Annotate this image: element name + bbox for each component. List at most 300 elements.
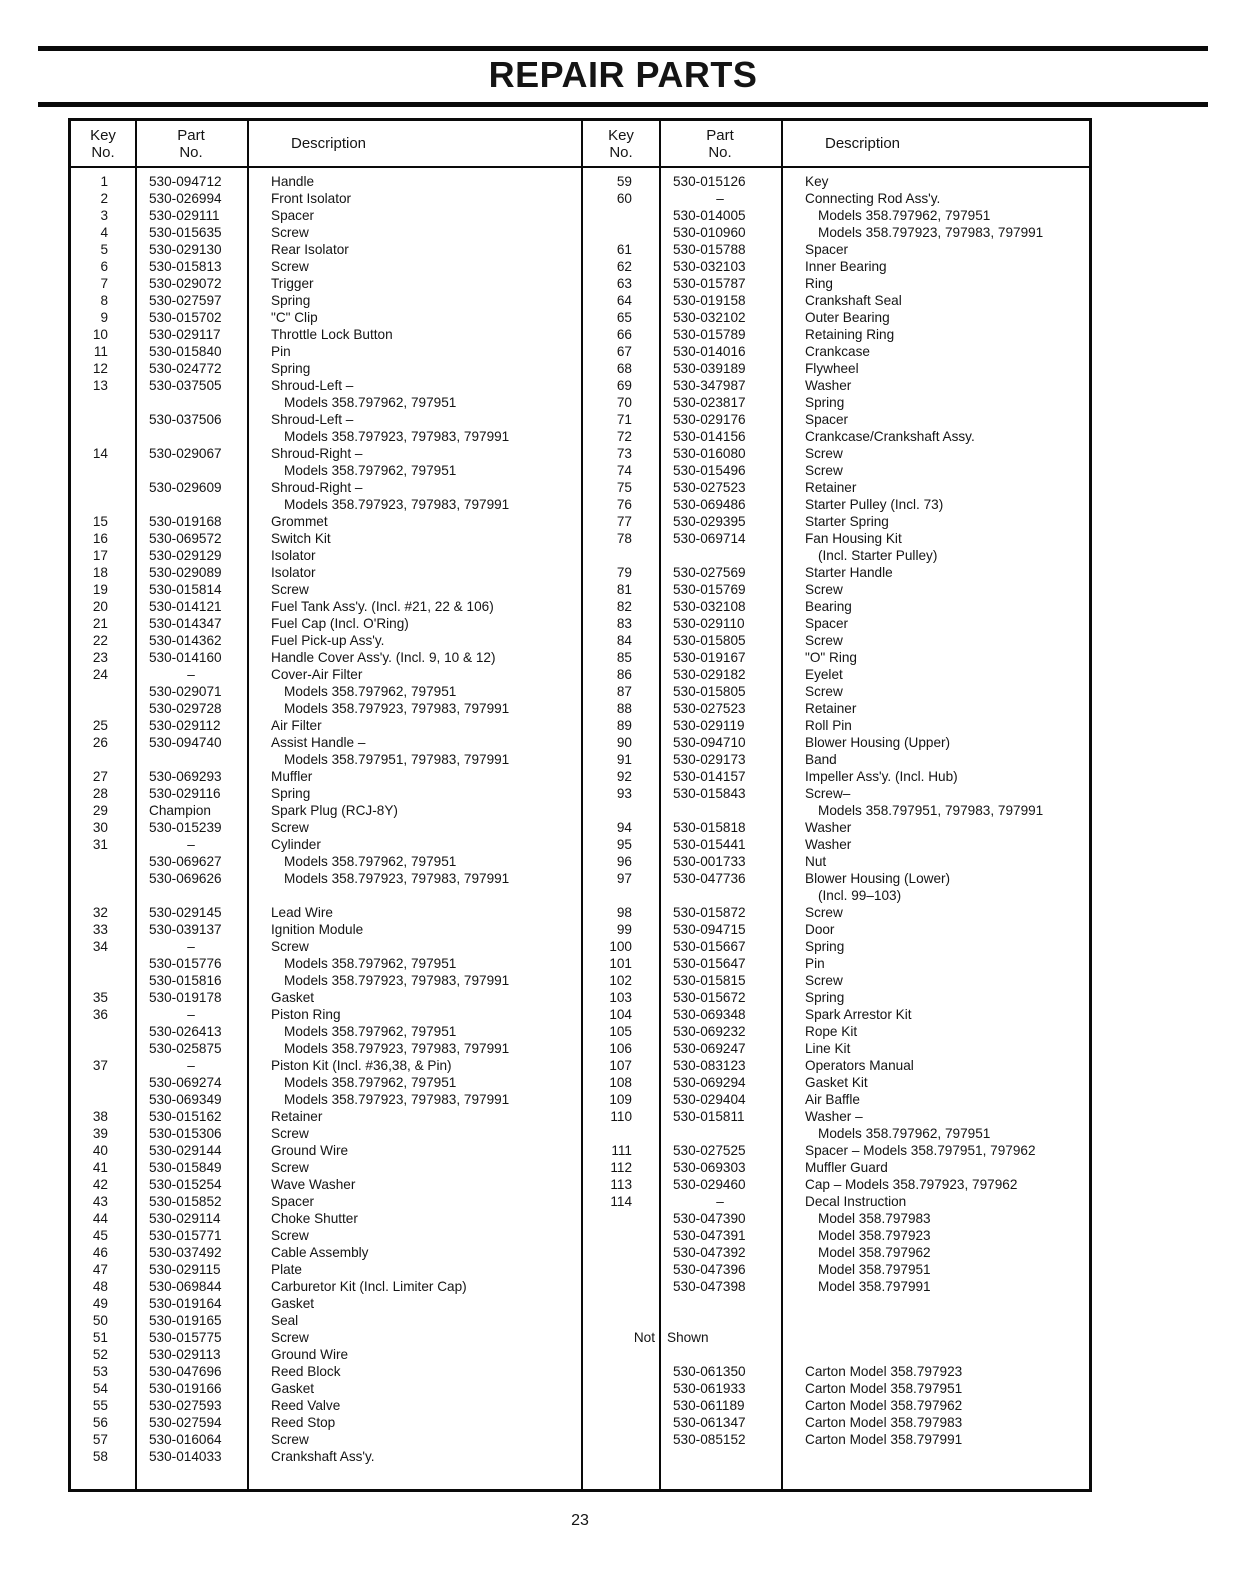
key-no-cell: 6	[100, 259, 108, 274]
key-no-cell: 113	[610, 1177, 632, 1192]
part-no-cell	[135, 394, 247, 411]
part-no-cell: 530-061933	[673, 1381, 746, 1396]
table-row	[71, 1363, 581, 1380]
key-no-cell	[71, 411, 135, 428]
key-no-cell: 99	[616, 922, 632, 937]
part-no-cell: 530-015667	[673, 939, 746, 954]
part-no-cell: 530-014160	[149, 650, 222, 665]
part-no-cell: 530-069348	[673, 1007, 746, 1022]
key-no-cell: 57	[92, 1432, 108, 1447]
part-no-cell: 530-019168	[149, 514, 222, 529]
description-cell: Screw	[271, 1228, 309, 1243]
key-no-cell: 12	[92, 361, 108, 376]
table-row	[71, 513, 581, 530]
key-no-cell: 25	[92, 718, 108, 733]
description-cell: Flywheel	[805, 361, 859, 376]
description-cell: Assist Handle –	[271, 735, 366, 750]
part-no-cell: 530-069627	[149, 854, 222, 869]
key-no-cell: 11	[93, 344, 108, 359]
part-no-cell: 530-029460	[673, 1177, 746, 1192]
key-no-cell: 83	[616, 616, 632, 631]
description-cell: Washer –	[805, 1109, 863, 1124]
part-no-cell: 530-069303	[673, 1160, 746, 1175]
part-no-cell: 530-015306	[149, 1126, 222, 1141]
description-cell: Spacer	[805, 242, 849, 257]
part-no-cell	[659, 887, 781, 904]
description-cell: Screw	[271, 225, 309, 240]
description-cell: Fuel Tank Ass'y. (Incl. #21, 22 & 106)	[271, 599, 494, 614]
table-row	[71, 275, 581, 292]
description-cell: Screw	[805, 973, 843, 988]
part-no-cell: 530-014156	[673, 429, 746, 444]
table-row	[71, 1278, 581, 1295]
description-cell: Models 358.797951, 797983, 797991	[818, 803, 1044, 818]
table-row	[71, 666, 581, 683]
spacer-row	[71, 887, 581, 904]
description-cell: Models 358.797962, 797951	[284, 1024, 457, 1039]
part-no-cell: 530-015702	[149, 310, 222, 325]
part-no-cell: 530-029609	[149, 480, 222, 495]
key-no-cell: 1	[100, 174, 108, 189]
description-cell: Eyelet	[805, 667, 843, 682]
key-no-cell: 53	[92, 1364, 108, 1379]
key-no-cell	[583, 802, 659, 819]
part-no-cell: 530-029072	[149, 276, 222, 291]
key-no-cell: 77	[616, 514, 632, 529]
parts-table-left-half	[71, 121, 583, 1489]
description-cell: Screw–	[805, 786, 851, 801]
key-no-cell: 75	[616, 480, 632, 495]
description-cell	[781, 1329, 1089, 1346]
key-no-cell: 54	[92, 1381, 108, 1396]
key-no-cell: 81	[616, 582, 632, 597]
key-no-cell: Not	[633, 1330, 655, 1345]
key-no-cell: 61	[616, 242, 632, 257]
description-cell: Blower Housing (Lower)	[805, 871, 951, 886]
description-cell: Crankcase	[805, 344, 870, 359]
table-row	[71, 1193, 581, 1210]
description-cell: Spacer	[805, 616, 849, 631]
description-cell: Nut	[805, 854, 827, 869]
part-no-cell: 530-029089	[149, 565, 222, 580]
description-cell: Carton Model 358.797983	[805, 1415, 963, 1430]
key-no-cell	[583, 1397, 659, 1414]
part-no-cell: 530-069294	[673, 1075, 746, 1090]
part-no-cell: 530-015775	[149, 1330, 222, 1345]
description-cell: Switch Kit	[271, 531, 331, 546]
description-cell: Handle	[271, 174, 315, 189]
description-cell: Door	[805, 922, 835, 937]
key-no-cell: 85	[616, 650, 632, 665]
key-no-cell: 48	[92, 1279, 108, 1294]
part-no-cell: 530-047392	[673, 1245, 746, 1260]
part-no-cell: 530-015805	[673, 684, 746, 699]
table-row	[71, 1057, 581, 1074]
description-cell: Rope Kit	[805, 1024, 858, 1039]
table-row	[71, 462, 581, 479]
part-no-cell: 530-069247	[673, 1041, 746, 1056]
table-body-left	[71, 168, 581, 1465]
part-no-cell: Shown	[667, 1330, 709, 1345]
table-row	[71, 1108, 581, 1125]
description-cell: Ground Wire	[271, 1347, 349, 1362]
table-row	[71, 921, 581, 938]
description-cell: Reed Valve	[271, 1398, 341, 1413]
key-no-cell: 64	[616, 293, 632, 308]
description-cell: Isolator	[271, 565, 316, 580]
part-no-cell	[135, 462, 247, 479]
key-no-cell: 90	[616, 735, 632, 750]
key-no-cell: 24	[92, 667, 108, 682]
key-no-cell: 103	[609, 990, 632, 1005]
key-no-cell: 74	[616, 463, 632, 478]
description-cell	[781, 1346, 1089, 1363]
description-cell: Gasket	[271, 1296, 315, 1311]
part-no-cell: 530-019158	[673, 293, 746, 308]
description-cell: Models 358.797923, 797983, 797991	[284, 1092, 510, 1107]
part-no-cell: 530-014033	[149, 1449, 222, 1464]
key-no-cell	[583, 1346, 659, 1363]
description-cell: Ignition Module	[271, 922, 364, 937]
description-cell: Models 358.797951, 797983, 797991	[284, 752, 510, 767]
key-no-cell	[71, 853, 135, 870]
key-no-cell: 41	[92, 1160, 108, 1175]
description-cell: Gasket	[271, 1381, 315, 1396]
key-no-cell: 84	[616, 633, 632, 648]
key-no-cell: 55	[92, 1398, 108, 1413]
part-no-cell: 530-027523	[673, 480, 746, 495]
key-no-cell: 45	[92, 1228, 108, 1243]
key-no-cell: 10	[92, 327, 108, 342]
description-cell: Models 358.797962, 797951	[284, 854, 457, 869]
key-no-cell	[583, 1380, 659, 1397]
part-no-cell: 530-039137	[149, 922, 222, 937]
description-cell: Spring	[271, 786, 311, 801]
description-cell: Model 358.797991	[818, 1279, 931, 1294]
table-row	[71, 377, 581, 394]
description-cell: Models 358.797962, 797951	[284, 1075, 457, 1090]
description-cell: Carton Model 358.797951	[805, 1381, 963, 1396]
part-no-cell: 530-061347	[673, 1415, 746, 1430]
part-header-line1: Part	[177, 126, 205, 144]
part-no-cell: 530-015872	[673, 905, 746, 920]
description-cell: Models 358.797962, 797951	[284, 684, 457, 699]
key-no-cell: 49	[92, 1296, 108, 1311]
description-cell: Model 358.797983	[818, 1211, 931, 1226]
key-no-cell: 76	[616, 497, 632, 512]
part-no-cell: 530-019164	[149, 1296, 222, 1311]
part-no-cell: 530-015818	[673, 820, 746, 835]
part-no-cell: 530-047391	[673, 1228, 746, 1243]
part-no-cell: 530-029145	[149, 905, 222, 920]
key-no-cell: 30	[92, 820, 108, 835]
key-no-cell	[583, 1363, 659, 1380]
description-cell: Lead Wire	[271, 905, 333, 920]
description-cell: (Incl. Starter Pulley)	[818, 548, 938, 563]
key-no-cell: 43	[92, 1194, 108, 1209]
key-no-cell: 21	[92, 616, 108, 631]
key-no-cell	[71, 496, 135, 513]
part-no-cell: 530-014121	[149, 599, 222, 614]
table-row	[71, 1261, 581, 1278]
key-no-cell: 26	[92, 735, 108, 750]
key-no-cell: 38	[92, 1109, 108, 1124]
description-cell: Retainer	[805, 480, 857, 495]
part-no-header	[659, 127, 781, 161]
part-no-cell: 530-029182	[673, 667, 746, 682]
key-no-cell: 104	[609, 1007, 632, 1022]
key-no-cell: 33	[92, 922, 108, 937]
key-no-cell	[71, 700, 135, 717]
description-cell: Ground Wire	[271, 1143, 349, 1158]
key-no-cell: 91	[616, 752, 632, 767]
description-cell: Air Filter	[271, 718, 322, 733]
table-row	[71, 564, 581, 581]
description-cell: Impeller Ass'y. (Incl. Hub)	[805, 769, 958, 784]
table-row	[71, 547, 581, 564]
description-cell	[247, 887, 581, 904]
part-no-cell: 530-029176	[673, 412, 746, 427]
part-no-cell: 530-029067	[149, 446, 222, 461]
key-no-cell: 34	[92, 939, 108, 954]
part-no-cell: 530-029117	[149, 327, 221, 342]
key-no-cell: 106	[609, 1041, 632, 1056]
part-no-cell: 530-015771	[149, 1228, 222, 1243]
description-cell: Cover-Air Filter	[271, 667, 363, 682]
part-no-cell	[135, 751, 247, 768]
part-no-cell: 530-083123	[673, 1058, 746, 1073]
part-no-cell: 530-029110	[673, 616, 745, 631]
key-no-cell	[583, 207, 659, 224]
key-header-line1: Key	[90, 126, 116, 144]
part-no-cell: 530-029113	[149, 1347, 221, 1362]
description-cell: Screw	[805, 905, 843, 920]
key-no-cell	[71, 1023, 135, 1040]
part-no-cell: 530-019167	[673, 650, 746, 665]
key-no-cell: 87	[616, 684, 632, 699]
part-no-cell: 530-027525	[673, 1143, 746, 1158]
description-cell: Reed Stop	[271, 1415, 336, 1430]
key-no-cell: 100	[609, 939, 632, 954]
table-row	[71, 224, 581, 241]
key-no-cell: 36	[92, 1007, 108, 1022]
part-no-cell: 530-069714	[673, 531, 746, 546]
key-no-cell: 98	[616, 905, 632, 920]
description-cell: Shroud-Right –	[271, 480, 363, 495]
key-no-cell: 29	[92, 803, 108, 818]
key-no-cell: 35	[92, 990, 108, 1005]
description-cell: Models 358.797923, 797983, 797991	[284, 973, 510, 988]
description-cell: Seal	[271, 1313, 299, 1328]
part-no-cell: 530-094715	[673, 922, 746, 937]
description-cell: Cap – Models 358.797923, 797962	[805, 1177, 1018, 1192]
part-no-cell: 530-029144	[149, 1143, 222, 1158]
key-no-cell: 59	[616, 174, 632, 189]
key-no-cell: 114	[610, 1194, 632, 1209]
table-row	[71, 581, 581, 598]
part-no-cell: 530-015788	[673, 242, 746, 257]
key-no-cell: 70	[616, 395, 632, 410]
description-cell: Spring	[271, 361, 311, 376]
description-cell: Starter Pulley (Incl. 73)	[805, 497, 944, 512]
key-no-cell: 102	[609, 973, 632, 988]
part-no-cell: 530-029728	[149, 701, 222, 716]
table-row	[71, 530, 581, 547]
table-row	[71, 1295, 581, 1312]
table-row	[71, 1380, 581, 1397]
key-no-cell	[71, 479, 135, 496]
table-row	[71, 972, 581, 989]
description-cell: Retainer	[805, 701, 857, 716]
description-cell: Screw	[271, 820, 309, 835]
part-no-cell: 530-014157	[673, 769, 746, 784]
key-no-cell: 2	[100, 191, 108, 206]
description-cell: Bearing	[805, 599, 852, 614]
part-no-cell: 530-014362	[149, 633, 222, 648]
part-no-cell: 530-019166	[149, 1381, 222, 1396]
key-no-cell: 16	[92, 531, 108, 546]
description-cell: Screw	[805, 633, 843, 648]
key-header-line1: Key	[608, 126, 634, 144]
table-row	[71, 819, 581, 836]
key-no-cell: 96	[616, 854, 632, 869]
description-cell: Starter Handle	[805, 565, 893, 580]
part-no-cell: 530-015635	[149, 225, 222, 240]
description-cell: Models 358.797962, 797951	[284, 463, 457, 478]
key-no-cell: 50	[92, 1313, 108, 1328]
key-no-cell: 97	[616, 871, 632, 886]
description-cell: Screw	[271, 1160, 309, 1175]
description-cell: Carburetor Kit (Incl. Limiter Cap)	[271, 1279, 467, 1294]
key-no-cell: 20	[92, 599, 108, 614]
key-no-cell	[71, 887, 135, 904]
table-row	[71, 649, 581, 666]
table-row	[71, 1006, 581, 1023]
description-cell: Carton Model 358.797991	[805, 1432, 963, 1447]
description-cell: Gasket Kit	[805, 1075, 868, 1090]
key-no-cell	[71, 428, 135, 445]
key-no-header	[71, 127, 135, 161]
part-no-cell: 530-069349	[149, 1092, 222, 1107]
description-cell: Models 358.797962, 797951	[284, 956, 457, 971]
description-header: Description	[291, 135, 367, 152]
description-cell: Screw	[271, 939, 309, 954]
table-row	[71, 853, 581, 870]
key-no-cell	[71, 462, 135, 479]
key-no-cell: 27	[92, 769, 108, 784]
part-no-cell: 530-015852	[149, 1194, 222, 1209]
key-no-cell: 101	[609, 956, 632, 971]
key-no-cell: 110	[610, 1109, 632, 1124]
part-no-cell: 530-029129	[149, 548, 222, 563]
description-cell: Plate	[271, 1262, 302, 1277]
table-row	[71, 326, 581, 343]
part-no-cell: 530-015496	[673, 463, 746, 478]
key-no-cell	[583, 1227, 659, 1244]
part-no-cell: 530-015672	[673, 990, 746, 1005]
key-no-cell: 68	[616, 361, 632, 376]
description-cell: Piston Ring	[271, 1007, 341, 1022]
description-cell: Spacer	[271, 1194, 315, 1209]
part-no-cell: 530-019165	[149, 1313, 222, 1328]
table-row	[71, 411, 581, 428]
key-no-cell: 67	[616, 344, 632, 359]
key-no-cell: 19	[92, 582, 108, 597]
key-no-cell: 69	[616, 378, 632, 393]
description-cell: Cylinder	[271, 837, 321, 852]
table-row	[71, 955, 581, 972]
part-no-cell: –	[716, 1194, 724, 1209]
part-no-cell: 530-024772	[149, 361, 222, 376]
description-cell: Cable Assembly	[271, 1245, 369, 1260]
description-cell: Spacer – Models 358.797951, 797962	[805, 1143, 1036, 1158]
part-no-cell: –	[187, 1058, 195, 1073]
description-cell: Models 358.797923, 797983, 797991	[284, 1041, 510, 1056]
description-cell: Models 358.797923, 797983, 797991	[284, 871, 510, 886]
description-cell	[781, 1295, 1089, 1312]
part-no-cell: 530-085152	[673, 1432, 746, 1447]
part-no-cell: 530-015769	[673, 582, 746, 597]
description-cell: Carton Model 358.797923	[805, 1364, 963, 1379]
part-no-cell: 530-014016	[673, 344, 746, 359]
table-row	[71, 173, 581, 190]
key-no-cell: 51	[92, 1330, 108, 1345]
description-cell: Reed Block	[271, 1364, 341, 1379]
key-no-cell: 18	[92, 565, 108, 580]
key-no-cell	[583, 1210, 659, 1227]
key-no-cell: 28	[92, 786, 108, 801]
table-row	[71, 479, 581, 496]
description-cell: Screw	[271, 1432, 309, 1447]
key-no-cell: 40	[92, 1143, 108, 1158]
part-no-cell: 530-047398	[673, 1279, 746, 1294]
key-no-cell	[583, 1312, 659, 1329]
part-no-cell: 530-014005	[673, 208, 746, 223]
table-row	[71, 360, 581, 377]
part-no-cell: 530-037492	[149, 1245, 222, 1260]
part-no-cell: 530-094712	[149, 174, 222, 189]
part-no-cell	[659, 802, 781, 819]
key-no-cell: 94	[616, 820, 632, 835]
description-cell: Shroud-Left –	[271, 412, 354, 427]
key-no-cell: 66	[616, 327, 632, 342]
table-row	[71, 989, 581, 1006]
table-row	[71, 1091, 581, 1108]
description-cell: Screw	[271, 582, 309, 597]
description-cell: Throttle Lock Button	[271, 327, 393, 342]
part-no-cell	[135, 887, 247, 904]
part-no-cell	[659, 547, 781, 564]
key-no-cell	[71, 955, 135, 972]
key-no-cell: 7	[100, 276, 108, 291]
part-no-cell: 530-029404	[673, 1092, 746, 1107]
page-title: REPAIR PARTS	[488, 54, 758, 95]
part-no-cell: 530-032108	[673, 599, 746, 614]
part-no-cell: 530-094710	[673, 735, 746, 750]
description-cell: Grommet	[271, 514, 328, 529]
table-row	[71, 632, 581, 649]
table-row	[71, 734, 581, 751]
key-no-cell: 8	[100, 293, 108, 308]
part-no-cell: 530-029395	[673, 514, 746, 529]
table-row	[71, 938, 581, 955]
key-no-cell: 5	[100, 242, 108, 257]
key-no-cell: 14	[92, 446, 108, 461]
description-cell: Fan Housing Kit	[805, 531, 902, 546]
key-no-cell: 39	[92, 1126, 108, 1141]
part-no-cell: 530-015814	[149, 582, 222, 597]
table-row	[71, 445, 581, 462]
